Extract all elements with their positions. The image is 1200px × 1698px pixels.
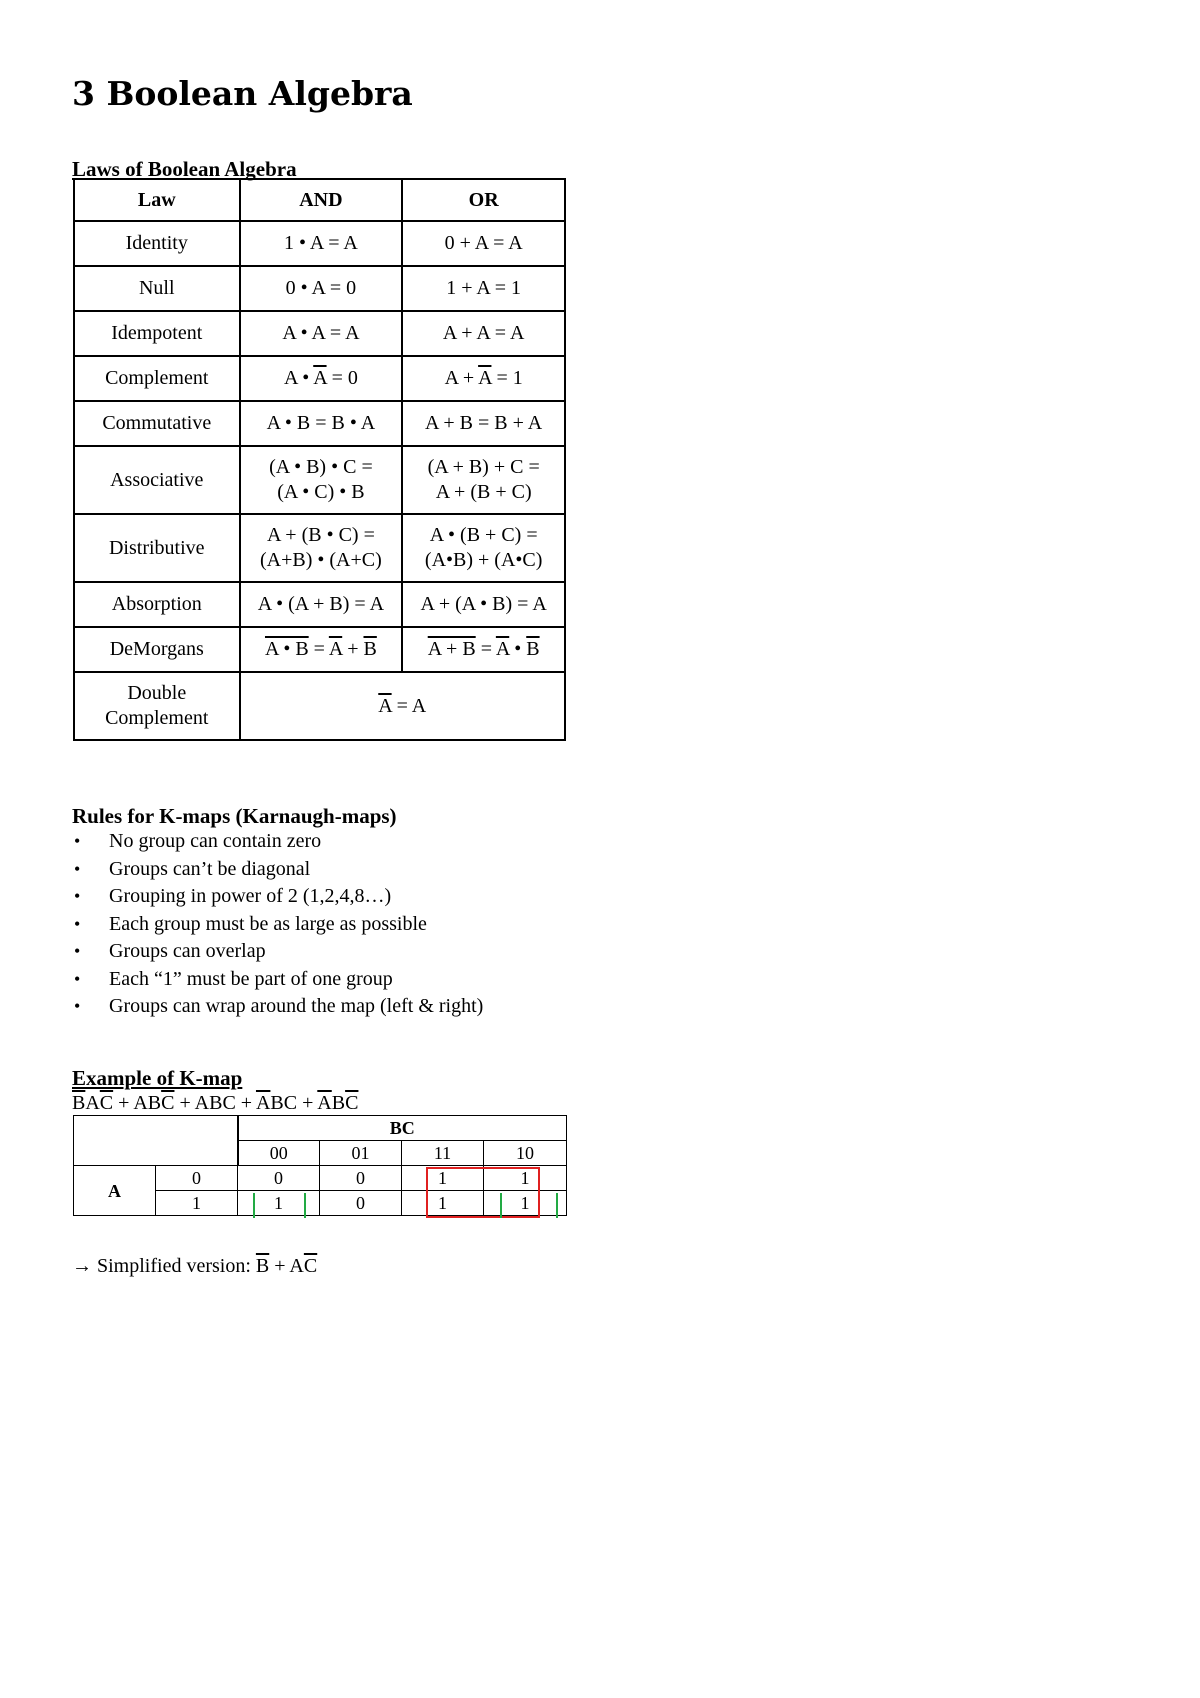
kmap-col-label: 00 [238,1141,320,1166]
table-row [74,266,565,311]
kmap-corner [74,1116,238,1166]
header-or: OR [402,179,565,221]
kmap-cell: 1 [402,1166,484,1191]
bullet-icon: • [74,913,81,934]
or-rule: $A + B = \overline{A}$ • $\overline{B}$ [402,627,565,672]
header-and: AND [240,179,403,221]
kmap-col-variable: BC [238,1116,567,1141]
or-rule: A + A = A [402,311,565,356]
and-rule: 0 • A = 0 [240,266,403,311]
or-rule: A • (B + C) = (A•B) + (A•C) [402,514,565,582]
or-rule: 1 + A = 1 [402,266,565,311]
kmap-rules-heading: Rules for K-maps (Karnaugh-maps) [72,804,397,828]
kmap-col-label: 01 [320,1141,402,1166]
list-item: • Each “1” must be part of one group [72,966,483,994]
and-rule: A • $\overline{A} = 0$ [240,356,403,401]
bullet-icon: • [74,996,81,1016]
and-rule: A + (B • C) = (A+B) • (A+C) [240,514,403,582]
table-header-row [74,179,565,221]
and-rule: 1 • A = A [240,221,403,266]
law-name: Complement [74,356,240,401]
table-row [74,627,565,672]
law-name: Double Complement [74,672,240,740]
or-rule: (A + B) + C = A + (B + C) [402,446,565,514]
law-name: Null [74,266,240,311]
and-rule: A • B = B • A [240,401,403,446]
page-title: 3 Boolean Algebra [72,74,413,113]
bullet-icon: • [74,886,81,906]
table-row [74,446,565,514]
kmap-col-label: 10 [484,1141,567,1166]
law-name: DeMorgans [74,627,240,672]
list-item: • Each group must be as large as possible [72,911,483,939]
kmap-col-label: 11 [402,1141,484,1166]
law-name: Distributive [74,514,240,582]
law-name: Idempotent [74,311,240,356]
kmap-cell: 1 [238,1191,320,1216]
list-item: • Groups can wrap around the map (left & right) [72,993,483,1021]
bullet-icon: • [74,858,81,879]
double-complement-rule: $\overline{A} = A$ [240,672,565,740]
kmap-cell: 1 [484,1166,567,1191]
or-rule: $A + \overline{A} = 1$ [402,356,565,401]
list-item: • Groups can’t be diagonal [72,856,483,884]
kmap-green-group-right [500,1193,558,1218]
simplified-result: → Simplified version: $\overline{B} + A\overline{C}$ [72,1255,318,1277]
kmap-cell: 1 [402,1191,484,1216]
table-row [74,221,565,266]
table-row [74,356,565,401]
kmap-row-label: 1 [156,1191,238,1216]
example-heading: Example of K-map [72,1066,243,1090]
law-name: Commutative [74,401,240,446]
laws-table [73,178,566,741]
laws-heading: Laws of Boolean Algebra [72,157,297,181]
example-expression: $\overline{B}A\overline{C} + AB\overline{C}$ + ABC + $\overline{A}BC + \overline{A}B\overline{C}$ [72,1092,359,1114]
kmap-cell: 0 [320,1166,402,1191]
and-rule: (A • B) • C = (A • C) • B [240,446,403,514]
or-rule: A + (A • B) = A [402,582,565,627]
bullet-icon: • [74,831,81,851]
table-row [74,582,565,627]
kmap-cell: 0 [320,1191,402,1216]
list-item: • Groups can overlap [72,938,483,966]
and-rule: A • A = A [240,311,403,356]
kmap-rules-list [72,828,483,1021]
law-name: Identity [74,221,240,266]
and-rule: A • (A + B) = A [240,582,403,627]
list-item: • No group can contain zero [72,828,483,856]
law-name: Absorption [74,582,240,627]
kmap-header-row [74,1116,567,1141]
table-row [74,401,565,446]
kmap-cell: 1 [484,1191,567,1216]
law-name: Associative [74,446,240,514]
or-rule: A + B = B + A [402,401,565,446]
header-law: Law [74,179,240,221]
bullet-icon: • [74,968,81,989]
list-item: • Grouping in power of 2 (1,2,4,8…) [72,883,483,911]
bullet-icon: • [74,941,81,961]
kmap-row-label: 0 [156,1166,238,1191]
table-row [74,514,565,582]
or-rule: 0 + A = A [402,221,565,266]
kmap-green-group-left [253,1193,306,1218]
table-row [74,672,565,740]
arrow-right-icon: → [72,1255,92,1277]
kmap-cell: 0 [238,1166,320,1191]
kmap-row-variable: A [74,1166,156,1216]
and-rule: A • $B = \overline{A} + \overline{B}$ [240,627,403,672]
table-row [74,311,565,356]
